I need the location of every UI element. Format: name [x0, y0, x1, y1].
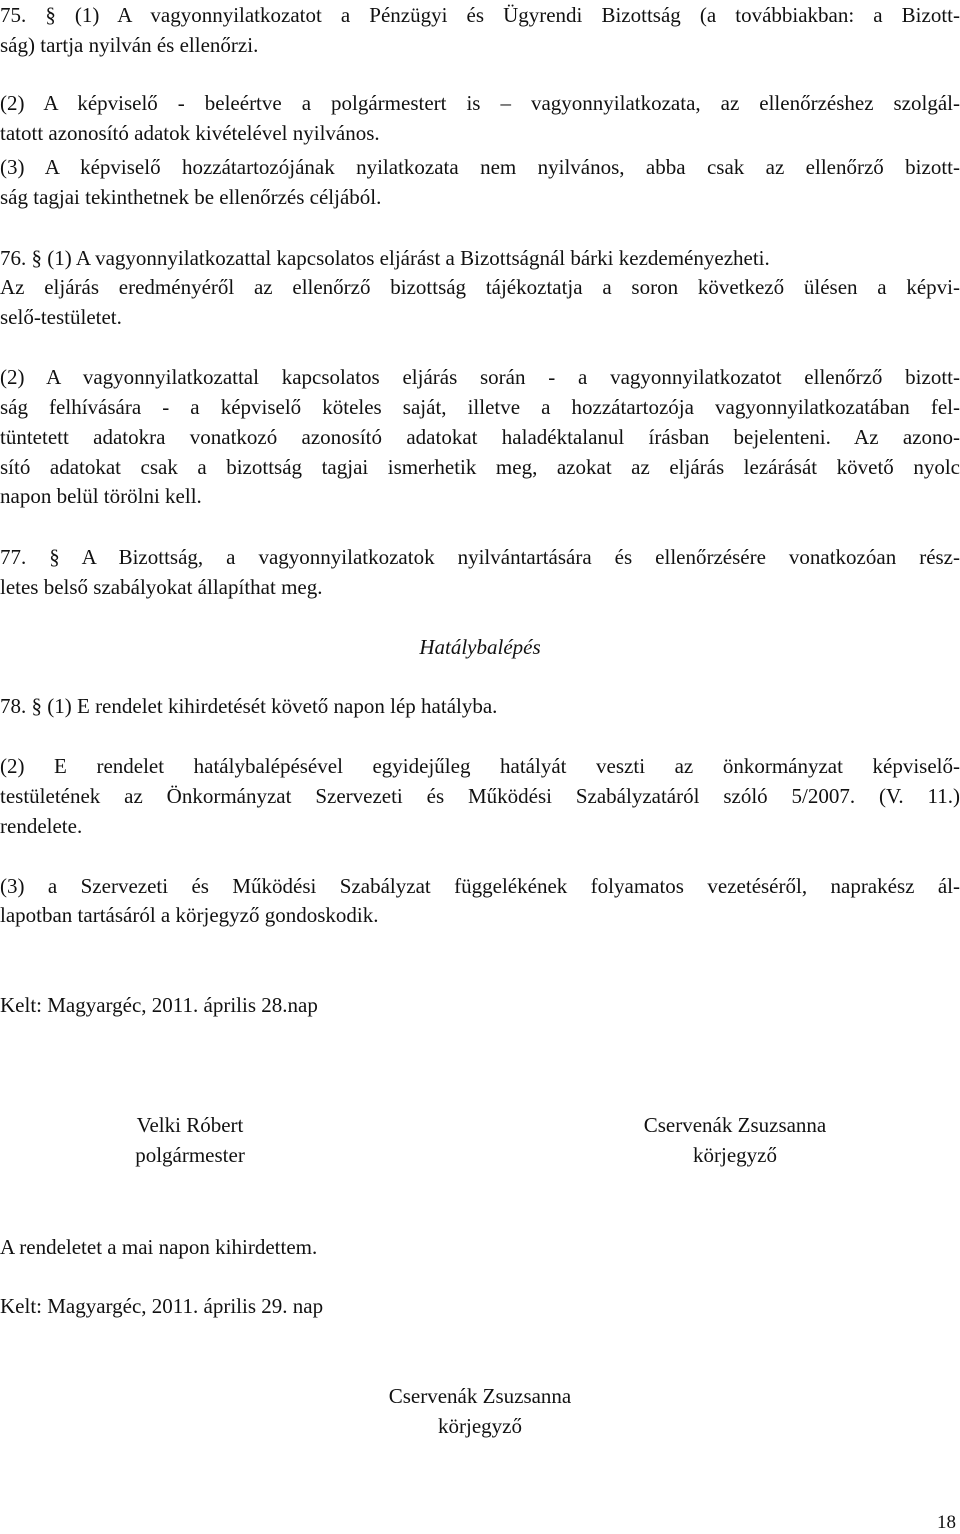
promulgation-note: A rendeletet a mai napon kihirdettem. — [0, 1235, 318, 1259]
signatory-2-name: Cservenák Zsuzsanna — [643, 1113, 827, 1137]
paragraph-76-2-line-4: sító adatokat csak a bizottság tagjai ismerhetik meg, azokat az eljárás lezárását követő nyolc — [0, 455, 960, 479]
paragraph-76-1-line-3: selő-testületet. — [0, 305, 122, 329]
paragraph-76-2-line-5: napon belül törölni kell. — [0, 484, 202, 508]
final-signatory-name: Cservenák Zsuzsanna — [388, 1384, 572, 1408]
paragraph-75-3-line-1: (3) A képviselő hozzátartozójának nyilatkozata nem nyilvános, abba csak az ellenőrző bizott- — [0, 155, 960, 179]
paragraph-78-2-line-3: rendelete. — [0, 814, 83, 838]
page-number: 18 — [937, 1512, 956, 1533]
signatory-1-name: Velki Róbert — [136, 1113, 244, 1137]
section-heading: Hatálybalépés — [419, 635, 541, 659]
paragraph-76-2-line-3: tüntetett adatokra vonatkozó azonosító adatokat haladéktalanul írásban bejelenteni. Az azono- — [0, 425, 960, 449]
paragraph-78-2-line-2: testületének az Önkormányzat Szervezeti és Működési Szabályzatáról szóló 5/2007. (V. 11.) — [0, 784, 960, 808]
paragraph-75-2-line-1: (2) A képviselő - beleértve a polgármestert is – vagyonnyilatkozata, az ellenőrzéshez szolgál- — [0, 91, 960, 115]
paragraph-76-1-line-2: Az eljárás eredményéről az ellenőrző bizottság tájékoztatja a soron következő ülésen a képvi- — [0, 275, 960, 299]
paragraph-75-2-line-2: tatott azonosító adatok kivételével nyilvános. — [0, 121, 380, 145]
paragraph-77-line-2: letes belső szabályokat állapíthat meg. — [0, 575, 323, 599]
paragraph-76-1-line-1: 76. § (1) A vagyonnyilatkozattal kapcsolatos eljárást a Bizottságnál bárki kezdeményezheti. — [0, 246, 770, 270]
paragraph-76-2-line-1: (2) A vagyonnyilatkozattal kapcsolatos eljárás során - a vagyonnyilatkozatot ellenőrző bizott- — [0, 365, 960, 389]
paragraph-76-2-line-2: ság felhívására - a képviselő köteles saját, illetve a hozzátartozója vagyonnyilatkozatában fel- — [0, 395, 960, 419]
paragraph-75-1-line-2: ság) tartja nyilván és ellenőrzi. — [0, 33, 259, 57]
paragraph-75-3-line-2: ság tagjai tekinthetnek be ellenőrzés céljából. — [0, 185, 382, 209]
signatory-2-role: körjegyző — [693, 1143, 777, 1167]
paragraph-77-line-1: 77. § A Bizottság, a vagyonnyilatkozatok nyilvántartására és ellenőrzésére vonatkozóan rész- — [0, 545, 960, 569]
date-line: Kelt: Magyargéc, 2011. április 28.nap — [0, 993, 318, 1017]
paragraph-78-3-line-1: (3) a Szervezeti és Működési Szabályzat függelékének folyamatos vezetéséről, naprakész ál- — [0, 874, 960, 898]
promulgation-date: Kelt: Magyargéc, 2011. április 29. nap — [0, 1294, 324, 1318]
signatory-1-role: polgármester — [135, 1143, 245, 1167]
final-signatory-role: körjegyző — [438, 1414, 522, 1438]
paragraph-75-1-line-1: 75. § (1) A vagyonnyilatkozatot a Pénzügyi és Ügyrendi Bizottság (a továbbiakban: a Bizott- — [0, 3, 960, 27]
paragraph-78-1-line-1: 78. § (1) E rendelet kihirdetését követő napon lép hatályba. — [0, 694, 498, 718]
paragraph-78-3-line-2: lapotban tartásáról a körjegyző gondoskodik. — [0, 903, 379, 927]
paragraph-78-2-line-1: (2) E rendelet hatálybalépésével egyidejűleg hatályát veszti az önkormányzat képviselő- — [0, 754, 960, 778]
